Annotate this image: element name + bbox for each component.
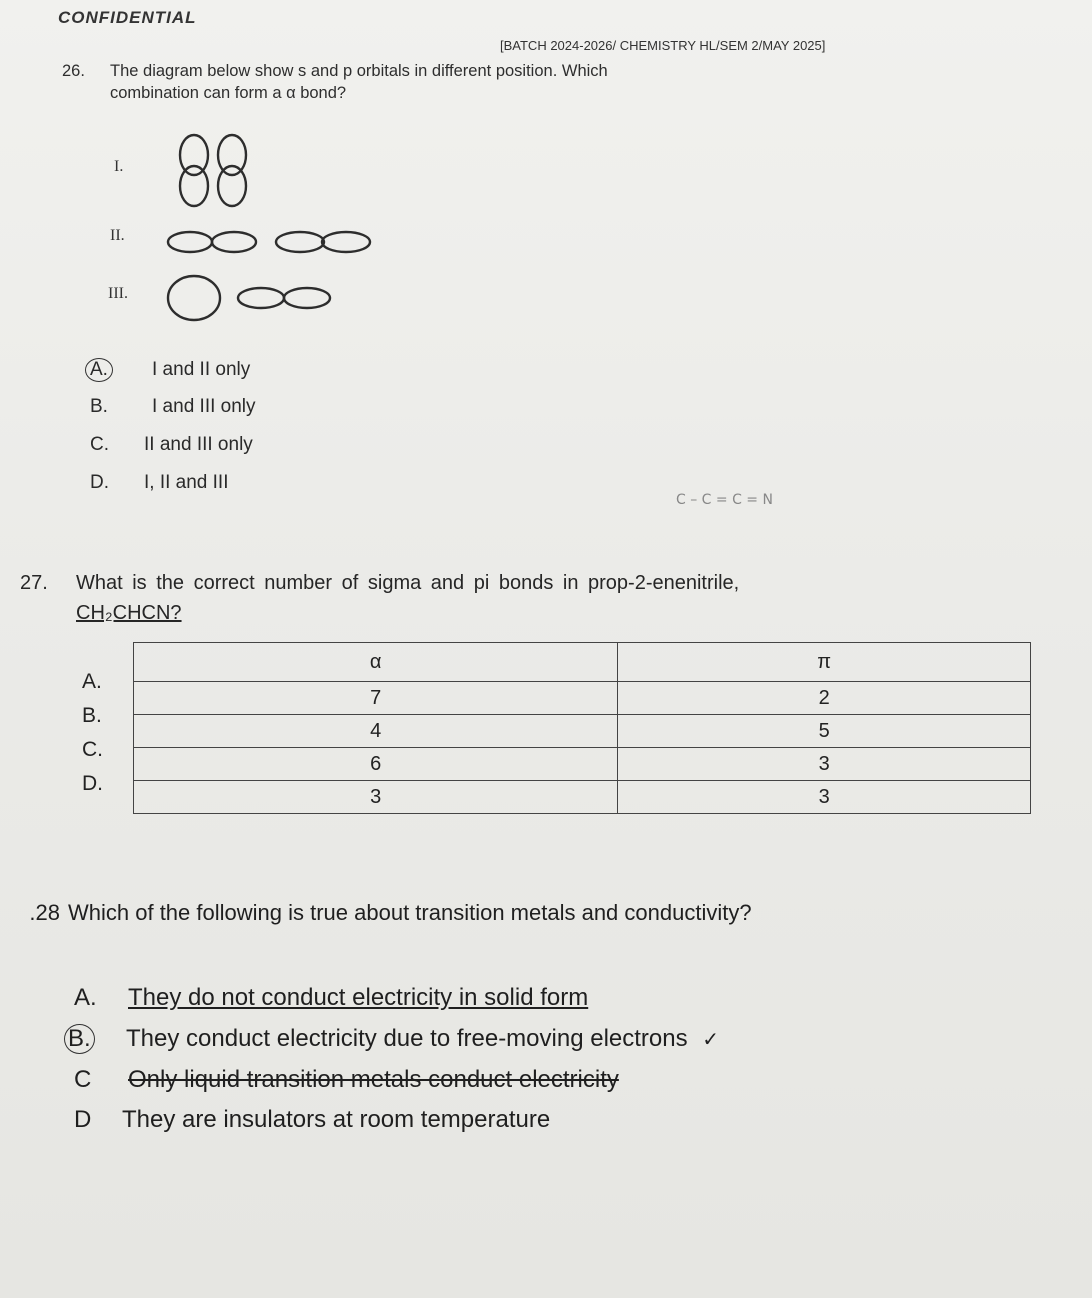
- orbital-i-left-top: [180, 135, 208, 175]
- pi-cell: 3: [618, 748, 1031, 781]
- q27-answer-table: [133, 642, 1031, 814]
- option-text: They do not conduct electricity in solid form: [128, 984, 589, 1011]
- question-26-line2: combination can form a α bond?: [110, 84, 347, 102]
- option-letter: B.: [64, 1024, 95, 1054]
- question-27: [20, 572, 739, 595]
- sigma-cell: 7: [134, 682, 618, 715]
- option-letter: D.: [90, 472, 109, 493]
- option-letter: B.: [90, 396, 108, 417]
- confidential-header: CONFIDENTIAL: [58, 8, 197, 27]
- question-26-line1: The diagram below show s and p orbitals in different position. Which: [110, 62, 608, 80]
- table-row[interactable]: [134, 781, 1031, 814]
- batch-header: [BATCH 2024-2026/ CHEMISTRY HL/SEM 2/MAY 2025]: [500, 38, 826, 53]
- option-letter: D: [74, 1106, 92, 1133]
- q28-option-b[interactable]: [62, 1024, 719, 1054]
- option-text: I and III only: [152, 396, 256, 417]
- q26-option-c[interactable]: [90, 434, 253, 456]
- sigma-header: α: [134, 643, 618, 682]
- check-mark-icon: ✓: [702, 1027, 720, 1051]
- q27-row-letter-a[interactable]: A.: [82, 670, 102, 693]
- q27-row-letter-d[interactable]: D.: [82, 772, 103, 795]
- sigma-cell: 4: [134, 715, 618, 748]
- table-row[interactable]: [134, 715, 1031, 748]
- question-28-text: Which of the following is true about transition metals and conductivity?: [68, 900, 752, 925]
- question-27-line2: CH₂CHCN?: [76, 602, 182, 624]
- pi-cell: 5: [618, 715, 1031, 748]
- diagram-label-i: I.: [114, 158, 124, 175]
- question-number: 27.: [20, 572, 48, 594]
- pi-header: π: [618, 643, 1031, 682]
- orbital-diagram: [160, 130, 390, 330]
- q28-option-a[interactable]: [74, 984, 588, 1012]
- question-number: 28.: [29, 900, 60, 925]
- q27-row-letter-c[interactable]: C.: [82, 738, 103, 761]
- table-row[interactable]: [134, 682, 1031, 715]
- pi-cell: 2: [618, 682, 1031, 715]
- q27-row-letter-b[interactable]: B.: [82, 704, 102, 727]
- option-text: I, II and III: [144, 472, 229, 493]
- question-27-line1: What is the correct number of sigma and pi bonds in prop-2-enenitrile,: [76, 572, 740, 594]
- option-text: They conduct electricity due to free-moving electrons: [126, 1025, 688, 1052]
- q28-option-d[interactable]: [74, 1106, 550, 1134]
- q26-option-d[interactable]: [90, 472, 229, 494]
- question-26: [62, 60, 608, 104]
- option-letter: A.: [85, 358, 113, 382]
- option-text: II and III only: [144, 434, 253, 455]
- question-number: 26.: [62, 62, 85, 80]
- diagram-label-iii: III.: [108, 285, 128, 302]
- q28-option-c[interactable]: [74, 1066, 619, 1094]
- pencil-scribble: C – C = C = N: [676, 492, 773, 508]
- option-letter: A.: [74, 984, 97, 1011]
- option-letter: C: [74, 1066, 92, 1093]
- q26-option-b[interactable]: [90, 396, 256, 418]
- diagram-label-ii: II.: [110, 227, 125, 244]
- sigma-cell: 3: [134, 781, 618, 814]
- option-letter: C.: [90, 434, 109, 455]
- option-text: I and II only: [152, 359, 251, 380]
- pi-cell: 3: [618, 781, 1031, 814]
- q26-option-a[interactable]: [90, 358, 250, 382]
- option-text: They are insulators at room temperature: [122, 1106, 551, 1133]
- table-header-row: [134, 643, 1031, 682]
- option-text: Only liquid transition metals conduct electricity: [128, 1066, 619, 1093]
- table-row[interactable]: [134, 748, 1031, 781]
- question-28: [29, 900, 752, 926]
- sigma-cell: 6: [134, 748, 618, 781]
